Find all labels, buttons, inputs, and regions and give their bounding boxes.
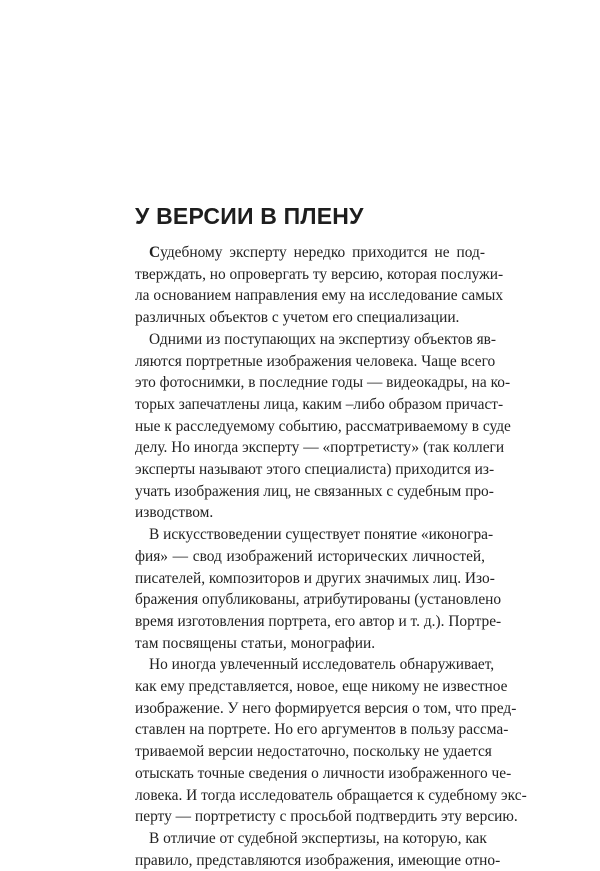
paragraph-3 <box>135 524 502 654</box>
text-line: время изготовления портрета, его автор и т. д.). Портре- <box>135 612 502 630</box>
text-line: триваемой версии недостаточно, поскольку не удается <box>135 743 492 761</box>
text-line: Судебному эксперту нередко приходится не под- <box>149 244 485 261</box>
text-line: В отличие от судебной экспертизы, на которую, как <box>149 829 487 847</box>
text-line: ные к расследуемому событию, рассматриваемому в суде <box>135 417 511 435</box>
text-line: делу. Но иногда эксперту — «портретисту» (так коллеги <box>135 439 505 457</box>
text-line: изображение. У него формируется версия о том, что пред- <box>135 699 517 717</box>
text-line: как ему представляется, новое, еще никому не известное <box>135 678 508 696</box>
paragraph-2 <box>135 329 511 524</box>
text-line: фия» — свод изображений исторических личностей, <box>135 547 485 565</box>
text-line: В искусствоведении существует понятие «иконогра- <box>149 526 494 544</box>
text-line: эксперты называют этого специалиста) приходится из- <box>135 461 495 479</box>
paragraph-4 <box>135 654 527 828</box>
text-line: ловека. И тогда исследователь обращается к судебному экс- <box>135 786 527 804</box>
text-line: ставлен на портрете. Но его аргументов в пользу рассма- <box>135 721 509 739</box>
text-line: изводством. <box>135 504 214 522</box>
text-line: торых запечатлены лица, каким –либо образом причаст- <box>135 395 504 413</box>
body-text <box>135 242 527 871</box>
paragraph-5 <box>135 828 501 871</box>
text-line: там посвящены статьи, монографии. <box>135 634 376 652</box>
text-line: учать изображения лиц, не связанных с судебным про- <box>135 482 494 500</box>
text-line: правило, представляются изображения, имеющие отно- <box>135 851 501 869</box>
text-line: это фотоснимки, в последние годы — видеокадры, на ко- <box>135 374 511 392</box>
chapter-title: У ВЕРСИИ В ПЛЕНУ <box>135 203 364 229</box>
text-line: отыскать точные сведения о личности изображенного че- <box>135 764 512 782</box>
text-line: ляются портретные изображения человека. Чаще всего <box>135 352 496 370</box>
text-line: Одними из поступающих на экспертизу объектов яв- <box>149 330 497 348</box>
text-line: писателей, композиторов и других значимых лиц. Изо- <box>135 569 495 587</box>
text-line: бражения опубликованы, атрибутированы (установлено <box>135 591 502 609</box>
text-line: тверждать, но опровергать ту версию, которая послужи- <box>135 265 504 283</box>
text-line: перту — портретисту с просьбой подтвердить эту версию. <box>135 808 518 826</box>
paragraph-1 <box>135 242 504 329</box>
drop-letter: С <box>149 244 161 261</box>
text-line: различных объектов с учетом его специализации. <box>135 309 460 327</box>
text-line: Но иногда увлеченный исследователь обнаруживает, <box>149 656 495 674</box>
text-line: ла основанием направления ему на исследование самых <box>135 287 504 305</box>
